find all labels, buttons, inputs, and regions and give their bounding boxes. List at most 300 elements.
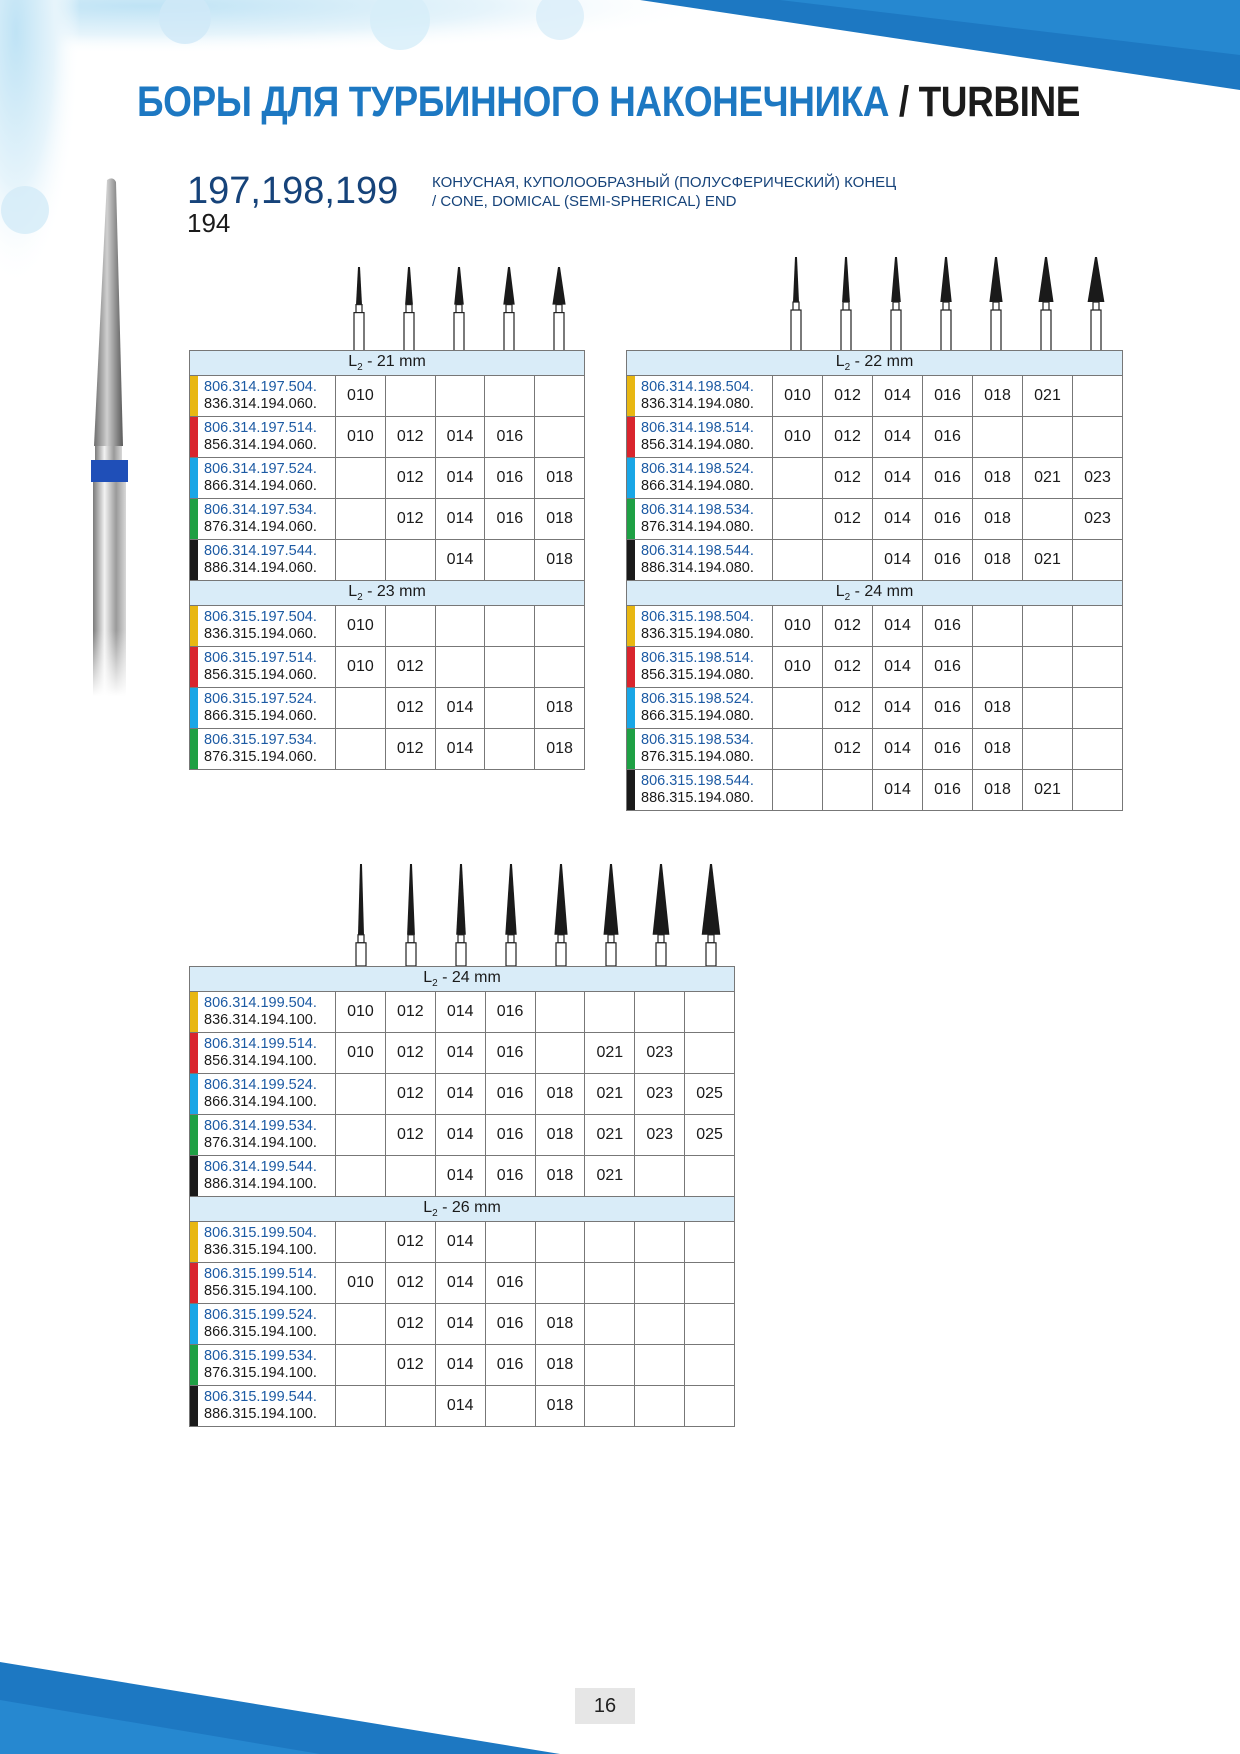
table-row	[627, 770, 1123, 811]
catalog-number-cell	[190, 729, 336, 770]
size-cell	[1073, 647, 1123, 688]
size-cell: 018	[535, 1156, 585, 1197]
size-cell: 023	[635, 1074, 685, 1115]
size-cell	[535, 1033, 585, 1074]
catalog-number-cell	[627, 647, 773, 688]
size-cell: 010	[336, 417, 386, 458]
size-cell	[585, 1304, 635, 1345]
bur-sizes-illustration	[337, 265, 587, 353]
color-code-bar	[190, 729, 198, 769]
length-value: - 22 mm	[850, 352, 914, 370]
size-cell: 018	[973, 729, 1023, 770]
table-row	[190, 992, 735, 1033]
size-cell: 012	[385, 1222, 435, 1263]
catalog-number-primary: 806.314.198.514.	[641, 420, 754, 436]
size-cell: 018	[535, 540, 585, 581]
length-subscript: 2	[357, 592, 363, 604]
size-cell: 010	[336, 606, 386, 647]
catalog-number-cell	[190, 458, 336, 499]
length-subscript: 2	[432, 978, 438, 990]
size-cell	[385, 606, 435, 647]
size-cell	[336, 1304, 386, 1345]
catalog-number-cell	[190, 688, 336, 729]
color-code-bar	[190, 1074, 198, 1114]
size-cell: 016	[923, 417, 973, 458]
bur-codes: 197,198,199	[187, 170, 399, 212]
catalog-number-primary: 806.315.199.514.	[204, 1266, 317, 1282]
size-cell: 014	[873, 688, 923, 729]
size-cell: 023	[1073, 458, 1123, 499]
size-cell	[585, 1345, 635, 1386]
size-cell	[336, 1386, 386, 1427]
catalog-number-secondary: 866.315.194.080.	[641, 708, 754, 724]
catalog-number-primary: 806.314.198.504.	[641, 379, 754, 395]
size-cell	[535, 647, 585, 688]
table-row	[190, 1156, 735, 1197]
size-cell	[485, 376, 535, 417]
table-row	[190, 417, 585, 458]
color-code-bar	[627, 499, 635, 539]
catalog-number-cell	[190, 606, 336, 647]
size-cell: 021	[585, 1033, 635, 1074]
catalog-number-primary: 806.315.198.534.	[641, 732, 754, 748]
size-cell	[336, 540, 386, 581]
size-cell: 012	[823, 417, 873, 458]
size-cell: 014	[435, 1386, 485, 1427]
size-cell	[535, 376, 585, 417]
bur-silhouette-icon	[940, 257, 951, 353]
catalog-number-primary: 806.314.199.524.	[204, 1077, 317, 1093]
size-cell	[773, 499, 823, 540]
bur-silhouette-icon	[702, 864, 721, 966]
table-row	[627, 688, 1123, 729]
color-code-bar	[190, 458, 198, 498]
length-value: - 24 mm	[437, 968, 501, 986]
table-row	[190, 729, 585, 770]
catalog-number-cell	[190, 376, 336, 417]
length-header	[627, 581, 1123, 606]
catalog-number-cell	[190, 1263, 336, 1304]
size-cell: 014	[873, 606, 923, 647]
size-cell: 014	[873, 540, 923, 581]
size-cell: 012	[385, 1263, 435, 1304]
size-cell	[635, 1345, 685, 1386]
catalog-number-secondary: 836.315.194.100.	[204, 1242, 317, 1258]
size-cell: 012	[823, 499, 873, 540]
color-code-bar	[190, 992, 198, 1032]
size-cell	[973, 647, 1023, 688]
size-cell: 010	[773, 606, 823, 647]
catalog-number-cell	[627, 606, 773, 647]
table-row	[627, 458, 1123, 499]
title-separator: /	[898, 78, 909, 126]
size-cell	[1023, 729, 1073, 770]
size-cell	[635, 1222, 685, 1263]
size-cell	[1073, 606, 1123, 647]
size-cell: 023	[1073, 499, 1123, 540]
catalog-number-primary: 806.314.198.544.	[641, 543, 754, 559]
length-symbol: L	[348, 582, 358, 600]
catalog-number-primary: 806.314.199.534.	[204, 1118, 317, 1134]
catalog-number-secondary: 876.315.194.100.	[204, 1365, 317, 1381]
bur-silhouette-icon	[1039, 257, 1054, 353]
size-cell: 016	[485, 992, 535, 1033]
size-cell: 018	[973, 770, 1023, 811]
bur-silhouette-icon	[989, 257, 1002, 353]
bur-silhouette-icon	[356, 864, 366, 966]
catalog-number-cell	[190, 417, 336, 458]
size-cell	[773, 540, 823, 581]
size-cell: 014	[435, 1074, 485, 1115]
catalog-number-secondary: 866.314.194.080.	[641, 478, 754, 494]
bur-silhouette-icon	[406, 864, 416, 966]
crystal-icon	[1, 186, 49, 234]
catalog-number-secondary: 836.314.194.100.	[204, 1012, 317, 1028]
size-cell: 014	[435, 1263, 485, 1304]
catalog-number-primary: 806.315.197.504.	[204, 609, 317, 625]
size-cell	[535, 606, 585, 647]
table-row	[190, 1222, 735, 1263]
table-row	[190, 1115, 735, 1156]
size-cell	[485, 1386, 535, 1427]
size-cell: 018	[973, 376, 1023, 417]
size-cell	[635, 992, 685, 1033]
length-header	[190, 581, 585, 606]
size-cell: 021	[585, 1156, 635, 1197]
size-cell: 012	[385, 499, 435, 540]
length-subscript: 2	[844, 592, 851, 604]
size-cell: 014	[435, 540, 485, 581]
catalog-number-secondary: 856.314.194.060.	[204, 437, 317, 453]
size-cell	[336, 688, 386, 729]
color-code-bar	[190, 1033, 198, 1073]
size-cell	[336, 1115, 386, 1156]
bur-sizes-illustration	[337, 862, 737, 966]
size-cell	[485, 1222, 535, 1263]
size-cell	[685, 1263, 735, 1304]
length-subscript: 2	[357, 362, 363, 374]
table-row	[190, 1386, 735, 1427]
size-cell: 018	[973, 540, 1023, 581]
bur-silhouette-icon	[354, 267, 364, 353]
catalog-number-secondary: 866.314.194.060.	[204, 478, 317, 494]
catalog-number-primary: 806.315.198.524.	[641, 691, 754, 707]
bur-silhouette-icon	[505, 864, 516, 966]
size-cell: 010	[336, 992, 386, 1033]
catalog-number-cell	[190, 1074, 336, 1115]
size-cell: 014	[873, 458, 923, 499]
size-cell	[336, 1222, 386, 1263]
catalog-number-primary: 806.314.198.534.	[641, 502, 754, 518]
size-cell: 018	[535, 499, 585, 540]
color-code-bar	[190, 1222, 198, 1262]
catalog-number-secondary: 836.314.194.060.	[204, 396, 317, 412]
size-cell: 016	[485, 499, 535, 540]
color-code-bar	[627, 458, 635, 498]
size-cell: 014	[435, 992, 485, 1033]
bur-silhouette-icon	[1088, 257, 1105, 353]
size-cell: 012	[823, 376, 873, 417]
length-header	[190, 351, 585, 376]
size-cell	[535, 992, 585, 1033]
table-row	[190, 499, 585, 540]
catalog-number-cell	[190, 1222, 336, 1263]
size-cell	[385, 540, 435, 581]
length-subscript: 2	[844, 362, 851, 374]
desc-en: / CONE, DOMICAL (SEMI-SPHERICAL) END	[432, 193, 737, 210]
size-cell: 018	[973, 458, 1023, 499]
size-cell: 012	[385, 458, 435, 499]
size-cell: 016	[485, 1304, 535, 1345]
size-cell	[336, 1074, 386, 1115]
table-row	[627, 729, 1123, 770]
color-code-bar	[627, 540, 635, 580]
size-cell: 010	[336, 1033, 386, 1074]
length-symbol: L	[348, 352, 358, 370]
catalog-number-secondary: 876.315.194.080.	[641, 749, 754, 765]
size-cell: 014	[873, 417, 923, 458]
shape-description	[432, 173, 896, 211]
size-cell: 012	[823, 647, 873, 688]
color-code-bar	[627, 729, 635, 769]
catalog-number-cell	[627, 417, 773, 458]
catalog-number-cell	[190, 1304, 336, 1345]
size-cell: 012	[385, 1345, 435, 1386]
catalog-number-primary: 806.314.197.504.	[204, 379, 317, 395]
size-cell: 012	[385, 1033, 435, 1074]
size-cell: 016	[485, 1033, 535, 1074]
table-row	[190, 647, 585, 688]
size-cell	[1023, 499, 1073, 540]
catalog-number-primary: 806.315.199.504.	[204, 1225, 317, 1241]
desc-ru: КОНУСНАЯ, КУПОЛООБРАЗНЫЙ (ПОЛУСФЕРИЧЕСКИЙ) КОНЕЦ	[432, 174, 897, 191]
size-cell: 018	[535, 1115, 585, 1156]
color-code-bar	[627, 647, 635, 687]
size-cell	[1073, 540, 1123, 581]
color-code-bar	[627, 688, 635, 728]
catalog-number-cell	[627, 770, 773, 811]
size-cell: 010	[336, 647, 386, 688]
sizes-table-198	[626, 350, 1123, 811]
size-cell	[685, 1304, 735, 1345]
size-cell: 014	[873, 376, 923, 417]
bur-code-sub: 194	[187, 208, 231, 238]
bur-sizes-illustration	[772, 255, 1132, 353]
size-cell	[635, 1386, 685, 1427]
size-cell	[635, 1156, 685, 1197]
size-cell	[485, 729, 535, 770]
catalog-number-secondary: 886.314.194.100.	[204, 1176, 317, 1192]
size-cell	[535, 1263, 585, 1304]
size-cell	[585, 1222, 635, 1263]
catalog-number-cell	[627, 376, 773, 417]
catalog-number-cell	[190, 540, 336, 581]
table-row	[190, 688, 585, 729]
page-title	[137, 78, 1080, 127]
size-cell: 014	[435, 1222, 485, 1263]
bur-silhouette-icon	[503, 267, 514, 353]
size-cell: 012	[385, 417, 435, 458]
size-cell	[1073, 688, 1123, 729]
size-cell	[1023, 688, 1073, 729]
table-row	[190, 1033, 735, 1074]
catalog-number-cell	[190, 1345, 336, 1386]
size-cell	[585, 992, 635, 1033]
color-code-bar	[627, 770, 635, 810]
table-row	[627, 540, 1123, 581]
size-cell	[685, 992, 735, 1033]
catalog-number-secondary: 876.314.194.080.	[641, 519, 754, 535]
catalog-number-primary: 806.315.198.544.	[641, 773, 754, 789]
catalog-number-primary: 806.314.198.524.	[641, 461, 754, 477]
catalog-number-secondary: 876.314.194.100.	[204, 1135, 317, 1151]
table-row	[627, 606, 1123, 647]
length-header-row	[190, 967, 735, 992]
title-ru: БОРЫ ДЛЯ ТУРБИННОГО НАКОНЕЧНИКА	[137, 78, 890, 126]
table-row	[190, 376, 585, 417]
length-symbol: L	[835, 582, 845, 600]
size-cell: 014	[435, 1033, 485, 1074]
sizes-table-197	[189, 350, 585, 770]
size-cell	[336, 458, 386, 499]
size-cell	[385, 1156, 435, 1197]
size-cell: 016	[485, 1345, 535, 1386]
size-cell: 012	[385, 1115, 435, 1156]
size-cell: 021	[585, 1074, 635, 1115]
color-code-bar	[190, 606, 198, 646]
catalog-number-secondary: 856.315.194.080.	[641, 667, 754, 683]
bur-silhouette-icon	[552, 267, 565, 353]
catalog-number-cell	[190, 1386, 336, 1427]
size-cell	[385, 376, 435, 417]
length-value: - 21 mm	[362, 352, 426, 370]
size-cell	[773, 770, 823, 811]
catalog-number-primary: 806.314.199.544.	[204, 1159, 317, 1175]
color-code-bar	[190, 540, 198, 580]
bur-silhouette-icon	[653, 864, 670, 966]
table-row	[190, 1074, 735, 1115]
size-cell	[1073, 770, 1123, 811]
color-code-bar	[190, 1345, 198, 1385]
catalog-number-secondary: 876.315.194.060.	[204, 749, 317, 765]
catalog-number-secondary: 866.314.194.100.	[204, 1094, 317, 1110]
size-cell: 012	[385, 1074, 435, 1115]
size-cell	[1023, 606, 1073, 647]
size-cell	[1073, 376, 1123, 417]
table-row	[190, 1304, 735, 1345]
size-cell: 012	[823, 688, 873, 729]
size-cell	[1073, 729, 1123, 770]
size-cell: 025	[685, 1115, 735, 1156]
size-cell: 023	[635, 1033, 685, 1074]
size-cell: 016	[923, 647, 973, 688]
size-cell	[685, 1156, 735, 1197]
catalog-number-cell	[627, 729, 773, 770]
catalog-number-cell	[190, 1033, 336, 1074]
catalog-number-secondary: 866.315.194.100.	[204, 1324, 317, 1340]
size-cell: 010	[773, 647, 823, 688]
size-cell	[435, 647, 485, 688]
catalog-number-cell	[190, 992, 336, 1033]
table-row	[627, 376, 1123, 417]
catalog-number-cell	[627, 540, 773, 581]
size-cell	[773, 688, 823, 729]
bur-photo	[85, 176, 135, 696]
color-code-bar	[190, 1386, 198, 1426]
size-cell: 016	[485, 417, 535, 458]
bur-silhouette-icon	[456, 864, 466, 966]
bur-silhouette-icon	[891, 257, 901, 353]
color-code-bar	[190, 417, 198, 457]
size-cell: 014	[873, 499, 923, 540]
size-cell: 025	[685, 1074, 735, 1115]
ice-crystals-left	[0, 0, 80, 320]
size-cell	[435, 606, 485, 647]
size-cell	[336, 1345, 386, 1386]
size-cell: 018	[535, 729, 585, 770]
size-cell: 014	[435, 729, 485, 770]
size-cell: 012	[823, 458, 873, 499]
catalog-number-secondary: 866.315.194.060.	[204, 708, 317, 724]
size-cell	[336, 499, 386, 540]
size-cell	[1023, 417, 1073, 458]
table-row	[190, 606, 585, 647]
size-cell: 018	[973, 688, 1023, 729]
size-cell: 021	[1023, 376, 1073, 417]
bur-diamond-part	[94, 178, 123, 446]
table-row	[190, 1345, 735, 1386]
catalog-number-cell	[190, 1156, 336, 1197]
size-cell	[685, 1345, 735, 1386]
table-row	[190, 1263, 735, 1304]
color-code-bar	[190, 1263, 198, 1303]
color-code-bar	[190, 647, 198, 687]
size-cell: 010	[773, 376, 823, 417]
catalog-number-cell	[190, 647, 336, 688]
size-cell: 010	[336, 1263, 386, 1304]
size-cell	[973, 606, 1023, 647]
size-cell: 014	[873, 647, 923, 688]
size-cell: 016	[923, 499, 973, 540]
size-cell: 021	[1023, 770, 1073, 811]
size-cell: 016	[923, 688, 973, 729]
size-cell: 016	[923, 729, 973, 770]
size-cell: 012	[385, 647, 435, 688]
bur-silhouette-icon	[454, 267, 464, 353]
size-cell	[485, 688, 535, 729]
size-cell: 018	[535, 1386, 585, 1427]
size-cell: 014	[435, 458, 485, 499]
size-cell: 016	[485, 1263, 535, 1304]
length-value: - 26 mm	[437, 1198, 501, 1216]
catalog-number-secondary: 886.314.194.060.	[204, 560, 317, 576]
catalog-number-secondary: 856.314.194.100.	[204, 1053, 317, 1069]
catalog-number-primary: 806.315.197.514.	[204, 650, 317, 666]
catalog-number-secondary: 856.315.194.060.	[204, 667, 317, 683]
size-cell	[336, 729, 386, 770]
size-cell	[385, 1386, 435, 1427]
size-cell	[635, 1263, 685, 1304]
length-header-row	[627, 581, 1123, 606]
ice-crystals-top	[0, 0, 720, 60]
size-cell: 012	[385, 992, 435, 1033]
title-en: TURBINE	[918, 78, 1080, 126]
size-cell	[773, 729, 823, 770]
size-cell	[485, 647, 535, 688]
catalog-number-primary: 806.314.197.514.	[204, 420, 317, 436]
length-header	[627, 351, 1123, 376]
catalog-number-cell	[190, 499, 336, 540]
